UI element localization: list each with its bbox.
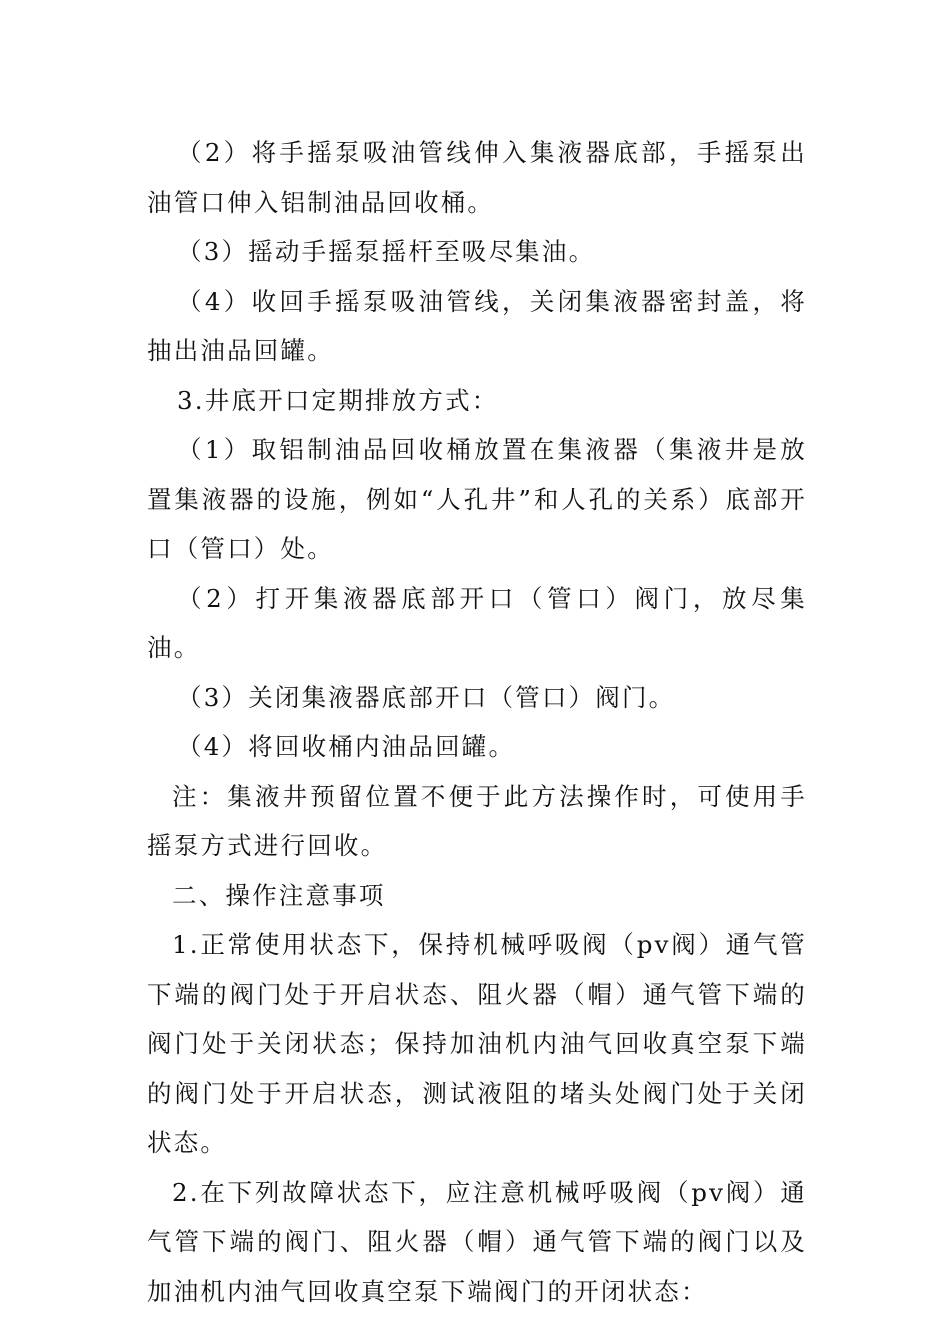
paragraph-fault-state: 2.在下列故障状态下，应注意机械呼吸阀（pv阀）通气管下端的阀门、阻火器（帽）通气管下端的阀门以及加油机内油气回收真空泵下端阀门的开闭状态： [147,1177,807,1306]
paragraph-hand-pump-step-3: （3）摇动手摇泵摇杆至吸尽集油。 [177,237,596,266]
section-heading-bottom-drain: 3.井底开口定期排放方式： [177,385,499,415]
paragraph-drain-step-4: （4）将回收桶内油品回罐。 [177,732,516,761]
paragraph-drain-step-3: （3）关闭集液器底部开口（管口）阀门。 [177,682,676,712]
section-heading-operation-notes: 二、操作注意事项 [172,880,386,910]
paragraph-drain-step-1: （1）取铝制油品回收桶放置在集液器（集液井是放置集液器的设施，例如“人孔井”和人孔的关系）底部开口（管口）处。 [147,435,807,563]
paragraph-hand-pump-step-2: （2）将手摇泵吸油管线伸入集液器底部，手摇泵出油管口伸入铝制油品回收桶。 [147,138,807,217]
paragraph-note: 注：集液井预留位置不便于此方法操作时，可使用手摇泵方式进行回收。 [147,781,807,860]
document-body [147,128,807,1316]
paragraph-drain-step-2: （2）打开集液器底部开口（管口）阀门，放尽集油。 [147,583,807,662]
paragraph-hand-pump-step-4: （4）收回手摇泵吸油管线，关闭集液器密封盖，将抽出油品回罐。 [147,286,807,365]
paragraph-normal-state: 1.正常使用状态下，保持机械呼吸阀（pv阀）通气管下端的阀门处于开启状态、阻火器（帽）通气管下端的阀门处于关闭状态；保持加油机内油气回收真空泵下端的阀门处于开启状态，测试液阻的堵头处阀门处于关闭状态。 [147,930,807,1157]
